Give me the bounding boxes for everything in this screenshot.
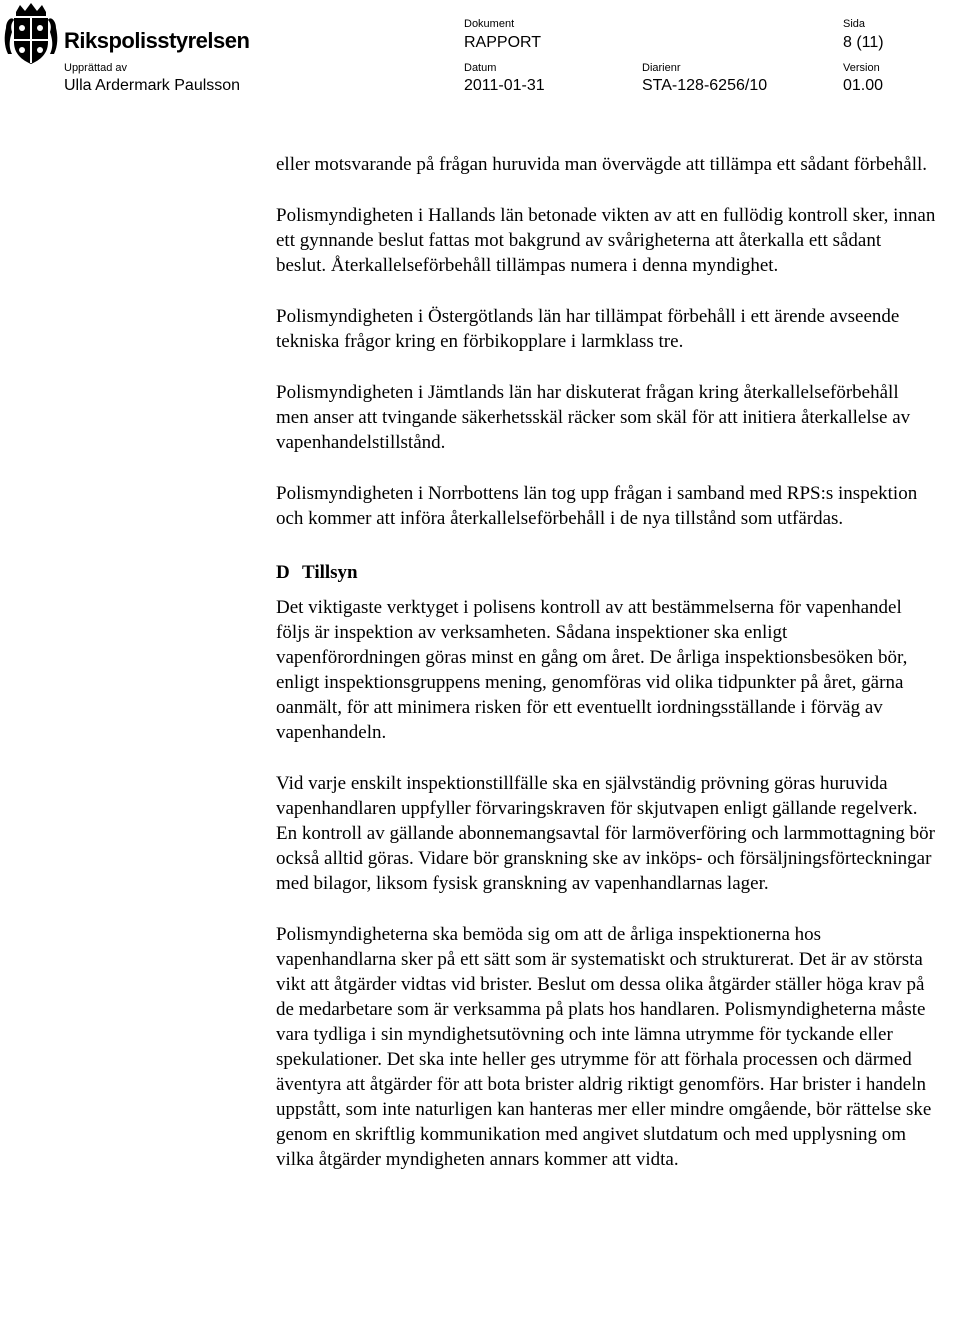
paragraph: Polismyndigheten i Jämtlands län har diskuterat frågan kring återkallelseförbehåll men anser att tvingande säkerhetsskäl räcker som skäl för att initiera återkallelse av vapenhandelstillstånd. xyxy=(276,382,911,453)
paragraph: Polismyndigheterna ska bemöda sig om att de årliga inspektionerna hos vapenhandlarna sker på ett sätt som är systematiskt och strukturerat. Det är av största vikt att åtgärder vidtas vid brister. Beslut om dessa olika åtgärder ställer höga krav på de medarbetare som är verksamma på plats hos handlaren. Polismyndigheterna måste vara tydliga i sin myndighetsutövning och inte lämna utrymme för tyckande eller spekulationer. Det ska inte heller ges utrymme för att förhala processen och därmed äventyra att åtgärder för att bota brister aldrig riktigt genomförs. Har brister i handeln uppstått, som inte naturligen kan hanteras mer eller mindre omgående, bör rättelse ske genom en skriftlig kommunikation med angivet slutdatum och med upplysning om vilka åtgärder myndigheten annars kommer att vidta. xyxy=(276,924,932,1170)
section-title: Tillsyn xyxy=(302,562,358,583)
organization-name: Rikspolisstyrelsen xyxy=(64,28,250,53)
document-body xyxy=(276,152,936,1198)
section-heading xyxy=(276,560,936,585)
paragraph: Vid varje enskilt inspektionstillfälle ska en självständig prövning göras huruvida vapenhandlaren uppfyller förvaringskraven för skjutvapen enligt gällande regelverk. En kontroll av gällande abonnemangsavtal för larmöverföring och larmmottagning bör också alltid göras. Vidare bör granskning ske av inköps- och försäljningsförteckningar med bilagor, liksom fysisk granskning av vapenhandlarnas lager. xyxy=(276,773,935,894)
version-label: Version xyxy=(843,62,880,74)
paragraph: Polismyndigheten i Norrbottens län tog upp frågan i samband med RPS:s inspektion och kommer att införa återkallelseförbehåll i de nya tillstånd som utfärdas. xyxy=(276,483,918,529)
diarienr-label: Diarienr xyxy=(642,62,681,74)
paragraph: Det viktigaste verktyget i polisens kontroll av att bestämmelserna för vapenhandel följs är inspektion av verksamheten. Sådana inspektioner ska enligt vapenförordningen göras minst en gång om året. De årliga inspektionsbesöken bör, enligt inspektionsgruppens mening, genomföras vid olika tidpunkter på året, gärna oanmält, för att minimera risken för ett eventuellt iordningsställande i förväg av vapenhandeln. xyxy=(276,597,908,743)
upprattad-label: Upprättad av xyxy=(64,62,127,74)
paragraph: Polismyndigheten i Hallands län betonade vikten av att en fullödig kontroll sker, innan ett gynnande beslut fattas mot bakgrund av svårigheterna att återkalla ett sådant beslut. Återkallelseförbehåll tillämpas numera i denna myndighet. xyxy=(276,205,936,276)
coat-of-arms-icon xyxy=(4,2,58,66)
version-value: 01.00 xyxy=(843,77,884,94)
datum-label: Datum xyxy=(464,62,497,74)
sida-value: 8 (11) xyxy=(843,34,884,51)
section-letter: D xyxy=(276,562,290,583)
diarienr-value: STA-128-6256/10 xyxy=(642,77,768,94)
upprattad-value: Ulla Ardermark Paulsson xyxy=(64,77,241,94)
datum-value: 2011-01-31 xyxy=(464,77,545,94)
dokument-value: RAPPORT xyxy=(464,34,542,51)
paragraph: eller motsvarande på frågan huruvida man övervägde att tillämpa ett sådant förbehåll. xyxy=(276,154,928,175)
dokument-label: Dokument xyxy=(464,18,515,30)
sida-label: Sida xyxy=(843,18,866,30)
paragraph: Polismyndigheten i Östergötlands län har tillämpat förbehåll i ett ärende avseende tekniska frågor kring en förbikopplare i larmklass tre. xyxy=(276,306,900,352)
